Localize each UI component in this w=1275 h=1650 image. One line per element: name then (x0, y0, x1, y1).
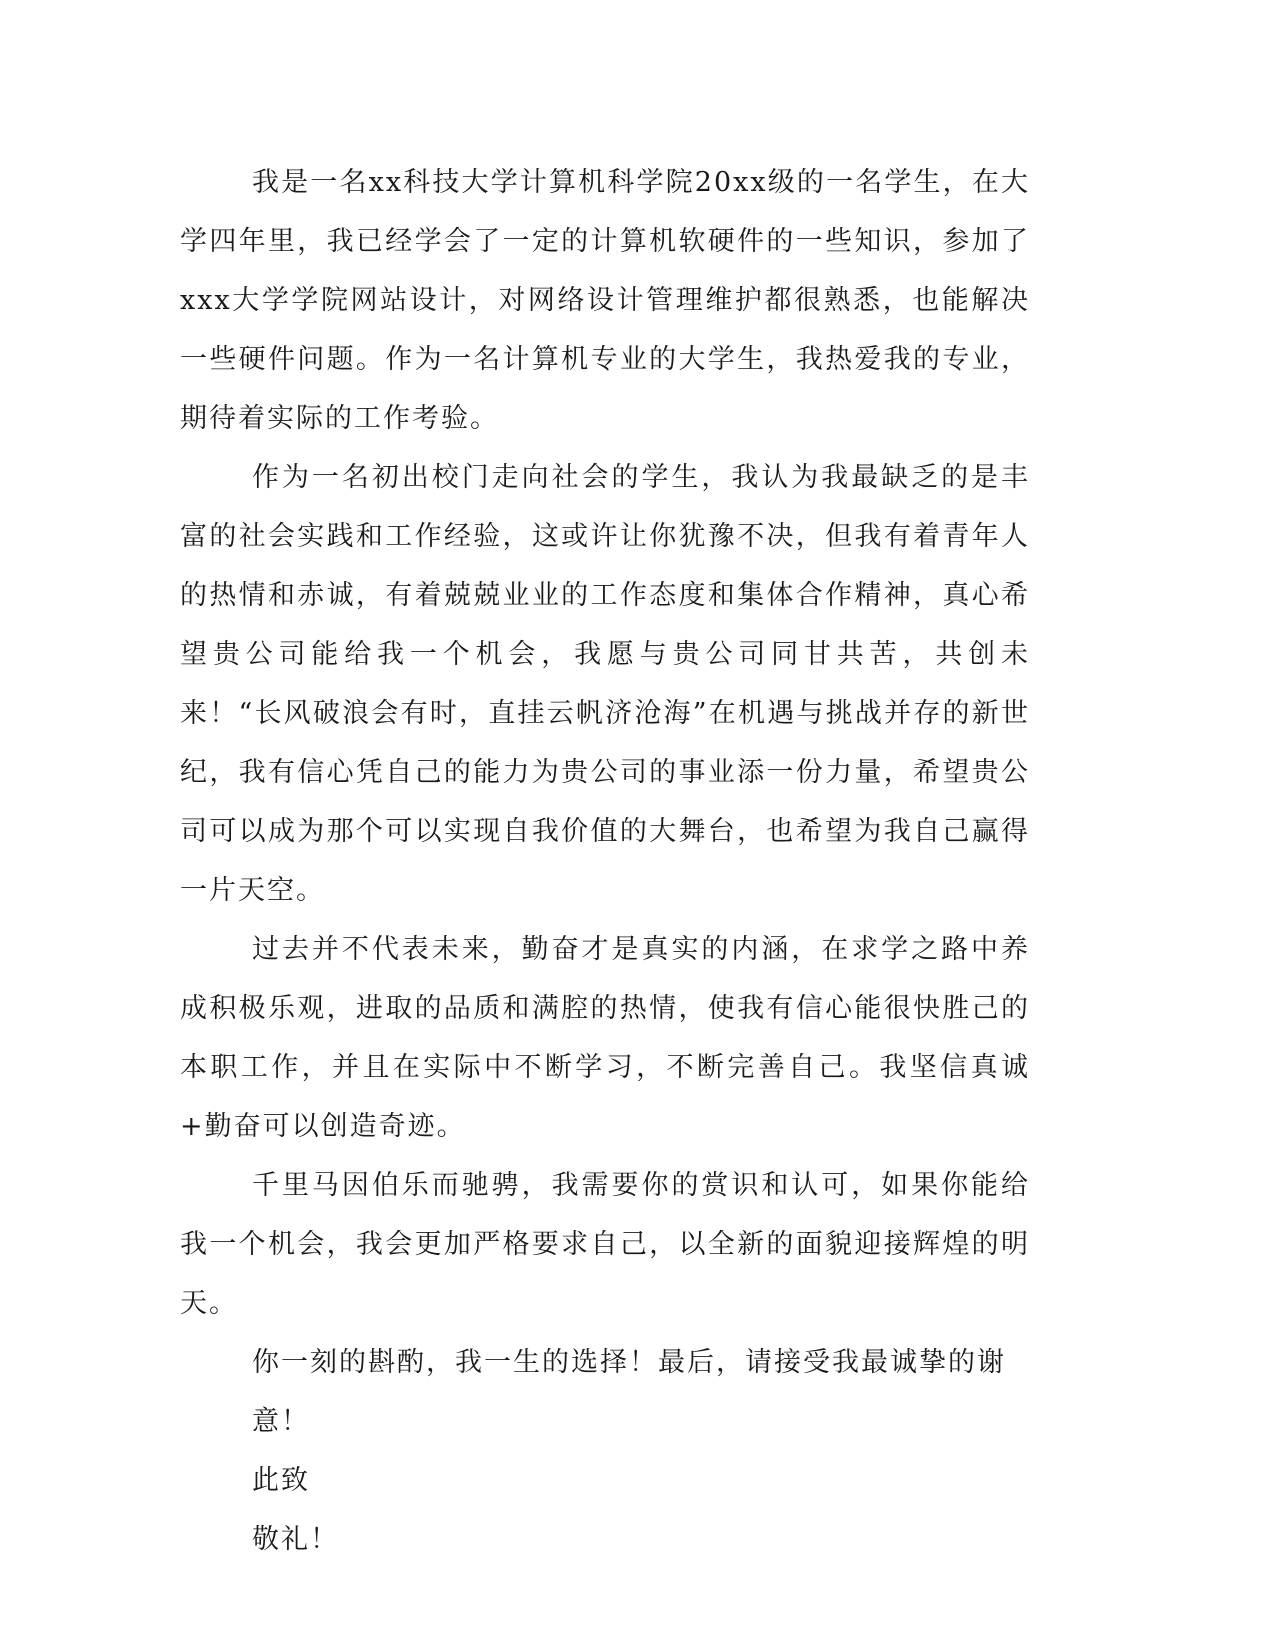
salutation-jingli: 敬礼！ (252, 1524, 339, 1555)
paragraph-intro: 我是一名xx科技大学计算机科学院20xx级的一名学生，在大学四年里，我已经学会了一定的计算机软硬件的一些知识，参加了xxx大学学院网站设计，对网络设计管理维护都很熟悉，也能解决一些硬件问题。作为一名计算机专业的大学生，我热爱我的专业，期待着实际的工作考验。 (180, 167, 1030, 434)
paragraph-request: 千里马因伯乐而驰骋，我需要你的赏识和认可，如果你能给我一个机会，我会更加严格要求自己，以全新的面貌迎接辉煌的明天。 (180, 1170, 1030, 1319)
letter-body (180, 153, 1030, 1569)
closing-line: 你一刻的斟酌，我一生的选择！最后，请接受我最诚挚的谢意！ (252, 1347, 1006, 1437)
paragraph-diligence: 过去并不代表未来，勤奋才是真实的内涵，在求学之路中养成积极乐观，进取的品质和满腔的热情，使我有信心能很快胜己的本职工作，并且在实际中不断学习，不断完善自己。我坚信真诚+勤奋可以创造奇迹。 (180, 934, 1030, 1142)
salutation-cizhi: 此致 (252, 1465, 310, 1496)
paragraph-motivation: 作为一名初出校门走向社会的学生，我认为我最缺乏的是丰富的社会实践和工作经验，这或许让你犹豫不决，但我有着青年人的热情和赤诚，有着兢兢业业的工作态度和集体合作精神，真心希望贵公司能给我一个机会，我愿与贵公司同甘共苦，共创未来！“长风破浪会有时，直挂云帆济沧海”在机遇与挑战并存的新世纪，我有信心凭自己的能力为贵公司的事业添一份力量，希望贵公司可以成为那个可以实现自我价值的大舞台，也希望为我自己赢得一片天空。 (180, 462, 1030, 906)
